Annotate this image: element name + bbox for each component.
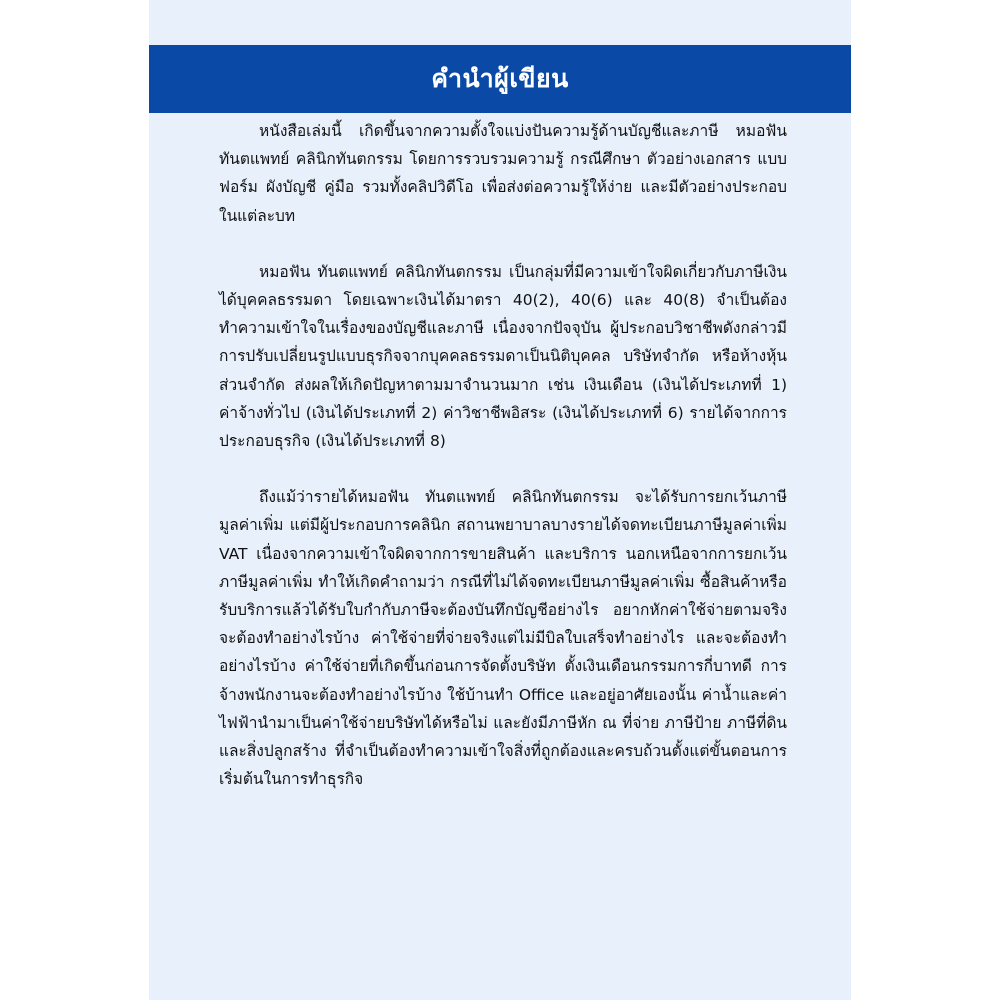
paragraph-1: หนังสือเล่มนี้ เกิดขึ้นจากความตั้งใจแบ่งปันความรู้ด้านบัญชีและภาษี หมอฟัน ทันตแพทย์ คลินิกทันตกรรม โดยการรวบรวมความรู้ กรณีศึกษา ตัวอย่างเอกสาร แบบฟอร์ม ผังบัญชี คู่มือ รวมทั้งคลิปวิดีโอ เพื่อส่งต่อความรู้ให้ง่าย และมีตัวอย่างประกอบในแต่ละบท — [219, 122, 787, 225]
paragraph-2: หมอฟัน ทันตแพทย์ คลินิกทันตกรรม เป็นกลุ่มที่มีความเข้าใจผิดเกี่ยวกับภาษีเงินได้บุคคลธรรมดา โดยเฉพาะเงินได้มาตรา 40(2), 40(6) และ 40(8) จำเป็นต้องทำความเข้าใจในเรื่องของบัญชีและภาษี เนื่องจากปัจจุบัน ผู้ประกอบวิชาชีพดังกล่าวมีการปรับเปลี่ยนรูปแบบธุรกิจจากบุคคลธรรมดาเป็นนิติบุคคล บริษัทจำกัด หรือห้างหุ้นส่วนจำกัด ส่งผลให้เกิดปัญหาตามมาจำนวนมาก เช่น เงินเดือน (เงินได้ประเภทที่ 1) ค่าจ้างทั่วไป (เงินได้ประเภทที่ 2) ค่าวิชาชีพอิสระ (เงินได้ประเภทที่ 6) รายได้จากการประกอบธุรกิจ (เงินได้ประเภทที่ 8) — [219, 262, 787, 451]
paragraph-3: ถึงแม้ว่ารายได้หมอฟัน ทันตแพทย์ คลินิกทันตกรรม จะได้รับการยกเว้นภาษีมูลค่าเพิ่ม แต่มีผู้ประกอบการคลินิก สถานพยาบาลบางรายได้จดทะเบียนภาษีมูลค่าเพิ่ม VAT เนื่องจากความเข้าใจผิดจากการขายสินค้า และบริการ นอกเหนือจากการยกเว้นภาษีมูลค่าเพิ่ม ทำให้เกิดคำถามว่า กรณีที่ไม่ได้จดทะเบียนภาษีมูลค่าเพิ่ม ซื้อสินค้าหรือรับบริการแล้วได้รับใบกำกับภาษีจะต้องบันทึกบัญชีอย่างไร อยากหักค่าใช้จ่ายตามจริงจะต้องทำอย่างไรบ้าง ค่าใช้จ่ายที่จ่ายจริงแต่ไม่มีบิลใบเสร็จทำอย่างไร และจะต้องทำอย่างไรบ้าง ค่าใช้จ่ายที่เกิดขึ้นก่อนการจัดตั้งบริษัท ตั้งเงินเดือนกรรมการกี่บาทดี การจ้างพนักงานจะต้องทำอย่างไรบ้าง ใช้บ้านทำ Office และอยู่อาศัยเองนั้น ค่าน้ำและค่าไฟฟ้านำมาเป็นค่าใช้จ่ายบริษัทได้หรือไม่ และยังมีภาษีหัก ณ ที่จ่าย ภาษีป้าย ภาษีที่ดินและสิ่งปลูกสร้าง ที่จำเป็นต้องทำความเข้าใจสิ่งที่ถูกต้องและครบถ้วนตั้งแต่ขั้นตอนการเริ่มต้นในการทำธุรกิจ — [219, 488, 787, 789]
preface-body — [219, 117, 787, 821]
document-page — [149, 0, 851, 1000]
title-banner — [149, 45, 851, 113]
page-title: คำนำผู้เขียน — [431, 64, 569, 93]
